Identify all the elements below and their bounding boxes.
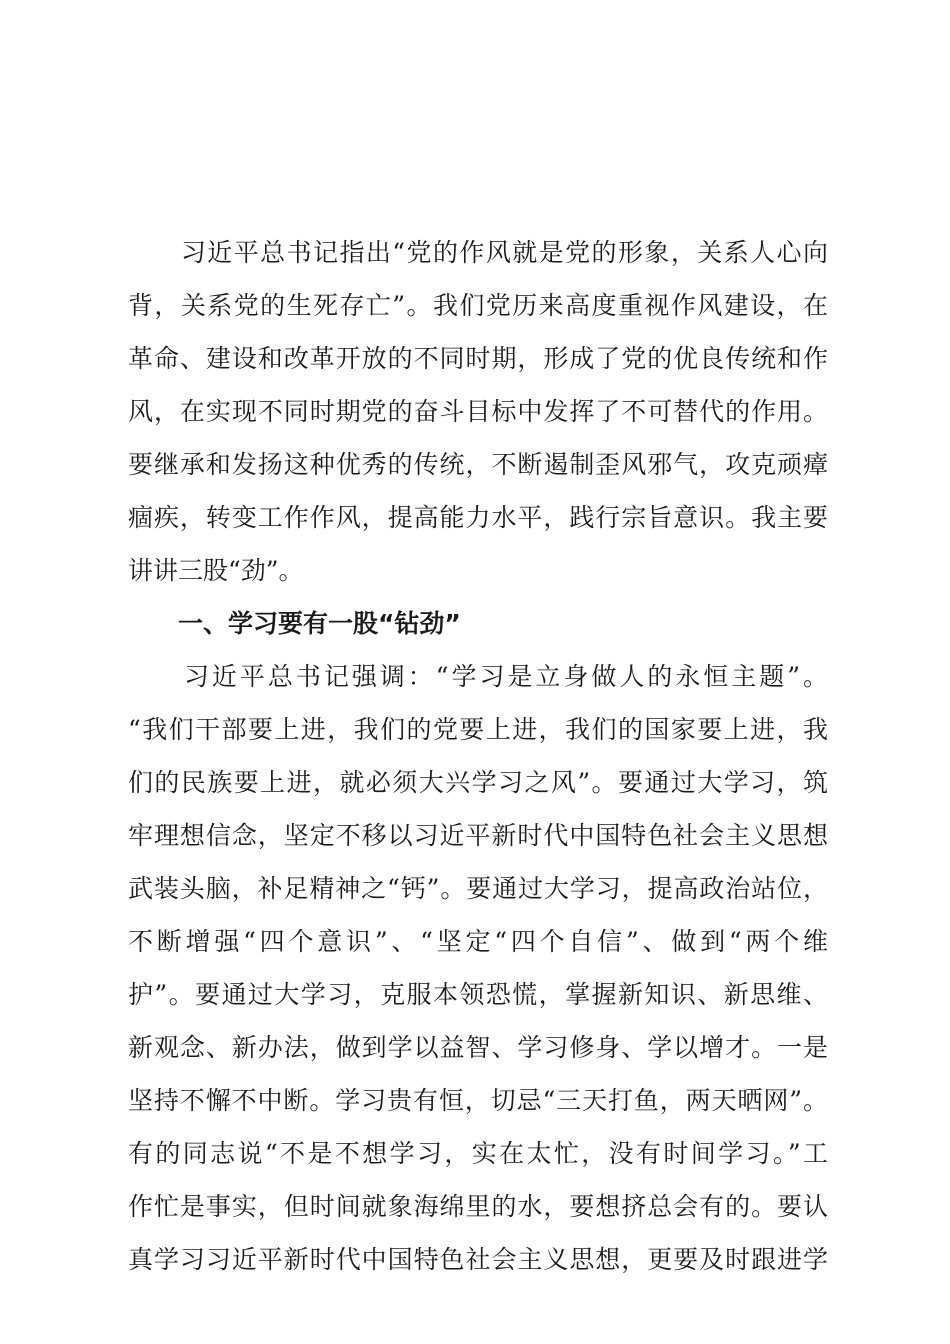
paragraph-2-line-7: 护”。要通过大学习，克服本领恐慌，掌握新知识、新思维、	[128, 980, 828, 1009]
paragraph-2-line-1: 习近平总书记强调：“学习是立身做人的永恒主题”。	[128, 662, 828, 691]
section-heading: 一、学习要有一股“钻劲”	[128, 609, 461, 638]
paragraph-1-line-3: 革命、建设和改革开放的不同时期，形成了党的优良传统和作	[128, 344, 828, 373]
paragraph-2-line-4: 牢理想信念，坚定不移以习近平新时代中国特色社会主义思想	[128, 821, 828, 850]
paragraph-2-line-5: 武装头脑，补足精神之“钙”。要通过大学习，提高政治站位，	[128, 874, 828, 903]
paragraph-2-line-2: “我们干部要上进，我们的党要上进，我们的国家要上进，我	[128, 715, 828, 744]
paragraph-1-line-1: 习近平总书记指出“党的作风就是党的形象，关系人心向	[128, 238, 828, 267]
paragraph-2-line-8: 新观念、新办法，做到学以益智、学习修身、学以增才。一是	[128, 1033, 828, 1062]
paragraph-1-line-6: 痼疾，转变工作作风，提高能力水平，践行宗旨意识。我主要	[128, 503, 828, 532]
paragraph-1-line-4: 风，在实现不同时期党的奋斗目标中发挥了不可替代的作用。	[128, 397, 828, 426]
paragraph-1-line-7: 讲讲三股“劲”。	[128, 556, 304, 585]
paragraph-1-line-5: 要继承和发扬这种优秀的传统，不断遏制歪风邪气，攻克顽瘴	[128, 450, 828, 479]
paragraph-2-line-10: 有的同志说“不是不想学习，实在太忙，没有时间学习。”工	[128, 1139, 828, 1168]
paragraph-2-line-12: 真学习习近平新时代中国特色社会主义思想，更要及时跟进学	[128, 1245, 828, 1274]
paragraph-2-line-9: 坚持不懈不中断。学习贵有恒，切忌“三天打鱼，两天晒网”。	[128, 1086, 828, 1115]
paragraph-2-line-6: 不断增强“四个意识”、“坚定“四个自信”、做到“两个维	[128, 927, 828, 956]
paragraph-2-line-3: 们的民族要上进，就必须大兴学习之风”。要通过大学习，筑	[128, 768, 828, 797]
paragraph-1-line-2: 背，关系党的生死存亡”。我们党历来高度重视作风建设，在	[128, 291, 828, 320]
paragraph-2-line-11: 作忙是事实，但时间就象海绵里的水，要想挤总会有的。要认	[128, 1192, 828, 1221]
